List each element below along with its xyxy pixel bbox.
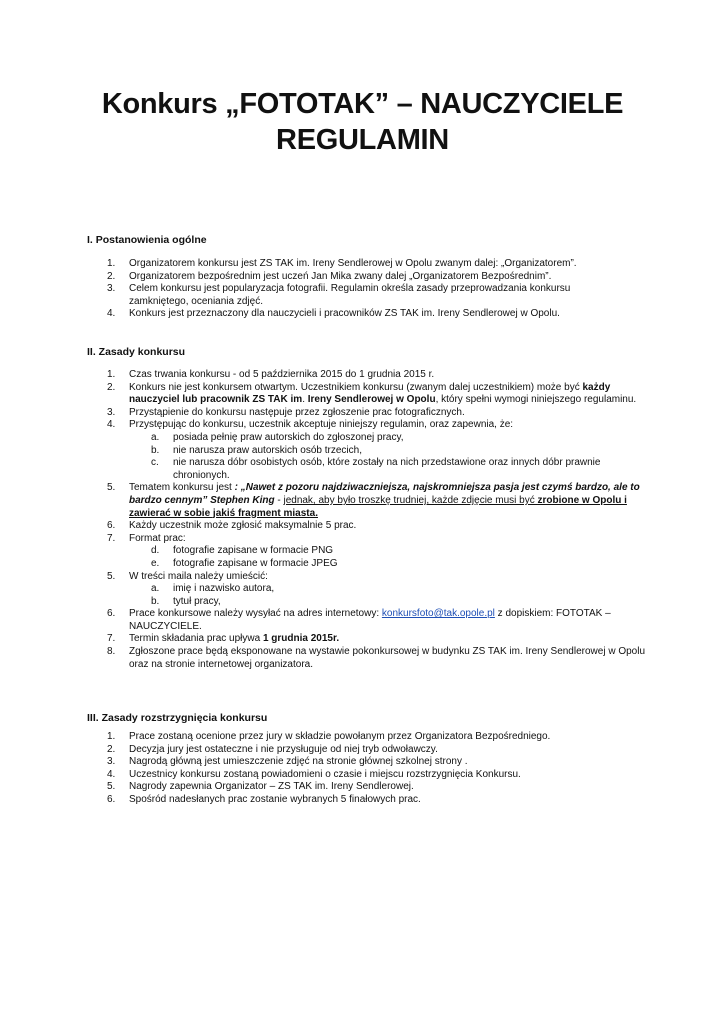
sub-list-item: a. imię i nazwisko autora,: [151, 583, 275, 595]
sub-list-item: d. fotografie zapisane w formacie PNG: [151, 545, 334, 557]
sub-list: [129, 545, 647, 570]
document-title: [0, 86, 725, 158]
list-item: 1. Czas trwania konkursu - od 5 października 2015 do 1 grudnia 2015 r.: [107, 369, 435, 380]
sub-list-item: c. nie narusza dóbr osobistych osób, które zostały na nich przedstawione oraz innych dóbr prawnie chronionych.: [151, 457, 601, 481]
list-item: 6. Każdy uczestnik może zgłosić maksymalnie 5 prac.: [107, 520, 357, 532]
list-item: 3. Przystąpienie do konkursu następuje przez zgłoszenie prac fotograficznych.: [107, 406, 465, 418]
list-item: 8. Zgłoszone prace będą eksponowane na wystawie pokonkursowej w budynku ZS TAK im. Ireny Sendlerowej w Opolu oraz na stronie internetowej organizatora.: [107, 646, 646, 670]
list-item: 1. Prace zostaną ocenione przez jury w składzie powołanym przez Organizatora Bezpośredniego.: [107, 731, 551, 742]
sub-list: [129, 432, 647, 482]
list-item: 1. Organizatorem konkursu jest ZS TAK im. Ireny Sendlerowej w Opolu zwanym dalej: „Organizatorem”.: [107, 258, 577, 269]
email-link[interactable]: konkursfoto@tak.opole.pl: [381, 608, 495, 620]
sub-list-item: b. nie narusza praw autorskich osób trzecich,: [151, 444, 362, 456]
list-item: 7. Format prac: d. fotografie zapisane w formacie PNG e. fotografie zapisane w formacie JPEG: [87, 533, 647, 571]
list-item: 3. Celem konkursu jest popularyzacja fotografii. Regulamin określa zasady przeprowadzania konkursu zamkniętego, oceniania zdjęć.: [107, 283, 571, 307]
list-item: 4. Konkurs jest przeznaczony dla nauczycieli i pracowników ZS TAK im. Ireny Sendlerowej w Opolu.: [107, 308, 560, 320]
list-item: 5. Tematem konkursu jest : „Nawet z pozoru najdziwaczniejsza, najskromniejsza pasja jest czymś bardzo, ale to bardzo cennym” Stephen King - jednak, aby było troszkę trudniej, każde zdjęcie musi być zrobione w Opolu i zawierać w sobie jakiś fragment miasta.: [107, 482, 640, 519]
list-item: 4. Przystępując do konkursu, uczestnik akceptuje niniejszy regulamin, oraz zapewnia, że: a. posiada pełnię praw autorskich do zgłoszonej pracy, b. nie narusza praw autorskich osób trzecich, c. nie narusza dóbr osobistych osób, które zostały na nich przedstawione oraz innych dóbr prawnie chronionych.: [87, 419, 647, 482]
list-item: 6. Spośród nadesłanych prac zostanie wybranych 5 finałowych prac.: [107, 793, 421, 805]
section-2-heading: II. Zasady konkursu: [87, 346, 186, 358]
list-item: 5. Nagrody zapewnia Organizator – ZS TAK im. Ireny Sendlerowej.: [107, 781, 414, 793]
list-item: 3. Nagrodą główną jest umieszczenie zdjęć na stronie głównej szkolnej strony .: [107, 756, 468, 768]
section-2-list: [87, 369, 647, 671]
section-1-list: [87, 258, 647, 321]
list-item: 7. Termin składania prac upływa 1 grudnia 2015r.: [107, 633, 340, 645]
list-item: 5. W treści maila należy umieścić: a. imię i nazwisko autora, b. tytuł pracy,: [87, 571, 647, 609]
section-3-list: [87, 731, 647, 807]
list-item: 2. Konkurs nie jest konkursem otwartym. Uczestnikiem konkursu (zwanym dalej uczestnikiem) może być każdy nauczyciel lub pracownik ZS TAK im. Ireny Sendlerowej w Opolu, który spełni wymogi niniejszego regulaminu.: [107, 381, 637, 406]
list-item: 2. Organizatorem bezpośrednim jest uczeń Jan Mika zwany dalej „Organizatorem Bezpośrednim”.: [107, 270, 552, 282]
sub-list: [129, 583, 647, 608]
list-item: 6. Prace konkursowe należy wysyłać na adres internetowy: konkursfoto@tak.opole.pl z dopiskiem: FOTOTAK – NAUCZYCIELE.: [107, 608, 611, 632]
list-item: 4. Uczestnicy konkursu zostaną powiadomieni o czasie i miejscu rozstrzygnięcia Konkursu.: [107, 768, 521, 780]
sub-list-item: a. posiada pełnię praw autorskich do zgłoszonej pracy,: [151, 431, 404, 443]
list-item: 2. Decyzja jury jest ostateczne i nie przysługuje od niej tryb odwoławczy.: [107, 743, 438, 755]
sub-list-item: b. tytuł pracy,: [151, 595, 221, 607]
sub-list-item: e. fotografie zapisane w formacie JPEG: [151, 557, 338, 569]
title-line-1: Konkurs „FOTOTAK” – NAUCZYCIELE: [101, 88, 624, 120]
title-line-2: REGULAMIN: [276, 124, 449, 156]
section-1-heading: I. Postanowienia ogólne: [87, 234, 207, 246]
section-3-heading: III. Zasady rozstrzygnięcia konkursu: [87, 712, 268, 724]
